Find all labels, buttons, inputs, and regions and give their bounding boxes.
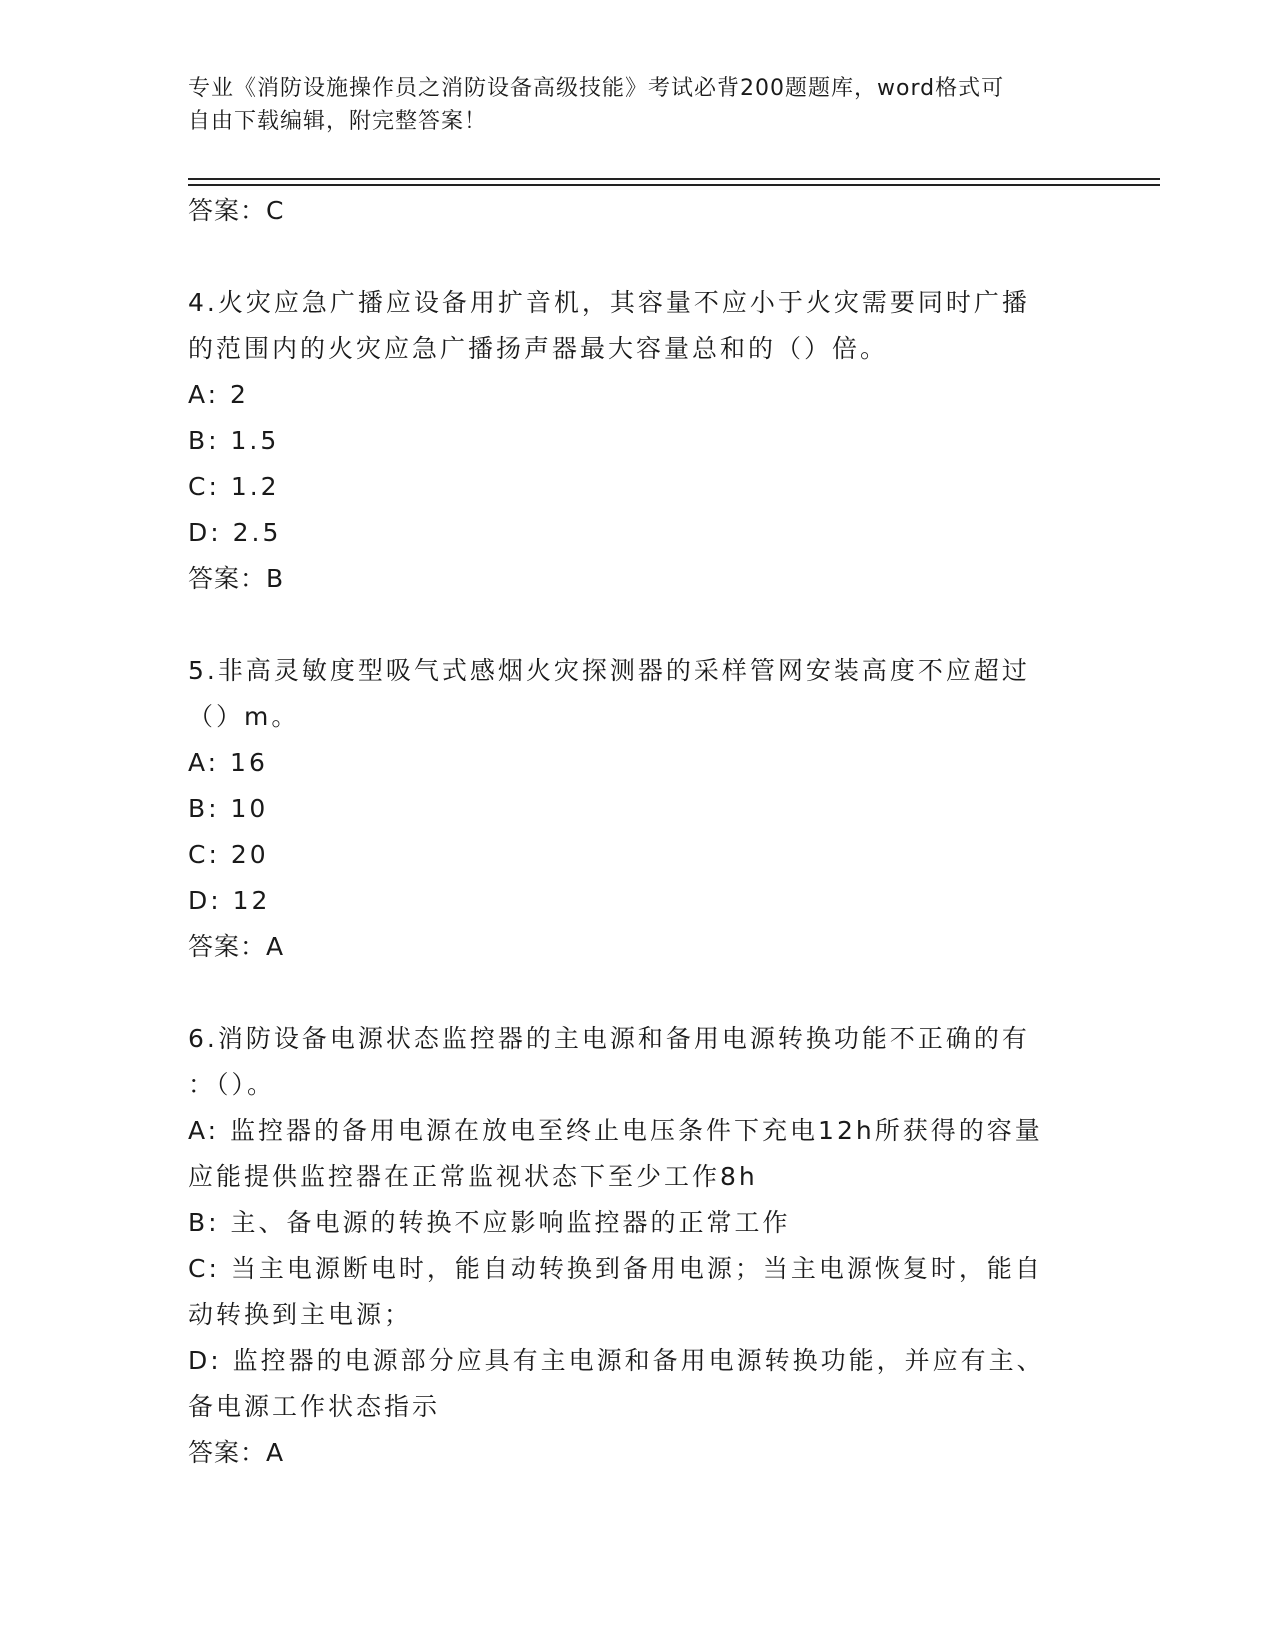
question-stem-line: ：（）。 <box>188 1070 276 1099</box>
answer: 答案：B <box>188 564 285 593</box>
header-divider-bottom <box>188 184 1160 186</box>
option-d: D: 监控器的电源部分应具有主电源和备用电源转换功能，并应有主、 <box>188 1346 1045 1375</box>
question-6 <box>188 1016 1088 1476</box>
spacer <box>188 970 1088 1016</box>
option-a: A: 监控器的备用电源在放电至终止电压条件下充电12h所获得的容量 <box>188 1116 1043 1145</box>
option-c: C: 20 <box>188 840 269 869</box>
header-divider-top <box>188 178 1160 180</box>
document-header <box>188 72 1088 138</box>
option-d: D: 2.5 <box>188 518 282 547</box>
question-4 <box>188 280 1088 602</box>
question-stem-line: 的范围内的火灾应急广播扬声器最大容量总和的（）倍。 <box>188 334 889 363</box>
header-line-2: 自由下载编辑，附完整答案！ <box>188 109 488 134</box>
spacer <box>188 602 1088 648</box>
header-line-1: 专业《消防设施操作员之消防设备高级技能》考试必背200题题库，word格式可 <box>188 76 1005 101</box>
question-stem-line: （）m。 <box>188 702 300 731</box>
answer: 答案：A <box>188 932 285 961</box>
option-b: B: 主、备电源的转换不应影响监控器的正常工作 <box>188 1208 791 1237</box>
option-b: B: 10 <box>188 794 269 823</box>
previous-answer: 答案：C <box>188 196 285 225</box>
option-d-continued: 备电源工作状态指示 <box>188 1392 441 1421</box>
answer: 答案：A <box>188 1438 285 1467</box>
question-stem-line: 5.非高灵敏度型吸气式感烟火灾探测器的采样管网安装高度不应超过 <box>188 656 1030 685</box>
question-stem-line: 6.消防设备电源状态监控器的主电源和备用电源转换功能不正确的有 <box>188 1024 1030 1053</box>
document-body <box>188 188 1088 1476</box>
option-c: C: 当主电源断电时，能自动转换到备用电源；当主电源恢复时，能自 <box>188 1254 1043 1283</box>
option-c: C: 1.2 <box>188 472 280 501</box>
option-a-continued: 应能提供监控器在正常监视状态下至少工作8h <box>188 1162 758 1191</box>
option-c-continued: 动转换到主电源； <box>188 1300 413 1329</box>
option-d: D: 12 <box>188 886 271 915</box>
option-b: B: 1.5 <box>188 426 280 455</box>
question-stem-line: 4.火灾应急广播应设备用扩音机，其容量不应小于火灾需要同时广播 <box>188 288 1030 317</box>
option-a: A: 2 <box>188 380 249 409</box>
question-5 <box>188 648 1088 970</box>
option-a: A: 16 <box>188 748 268 777</box>
spacer <box>188 234 1088 280</box>
